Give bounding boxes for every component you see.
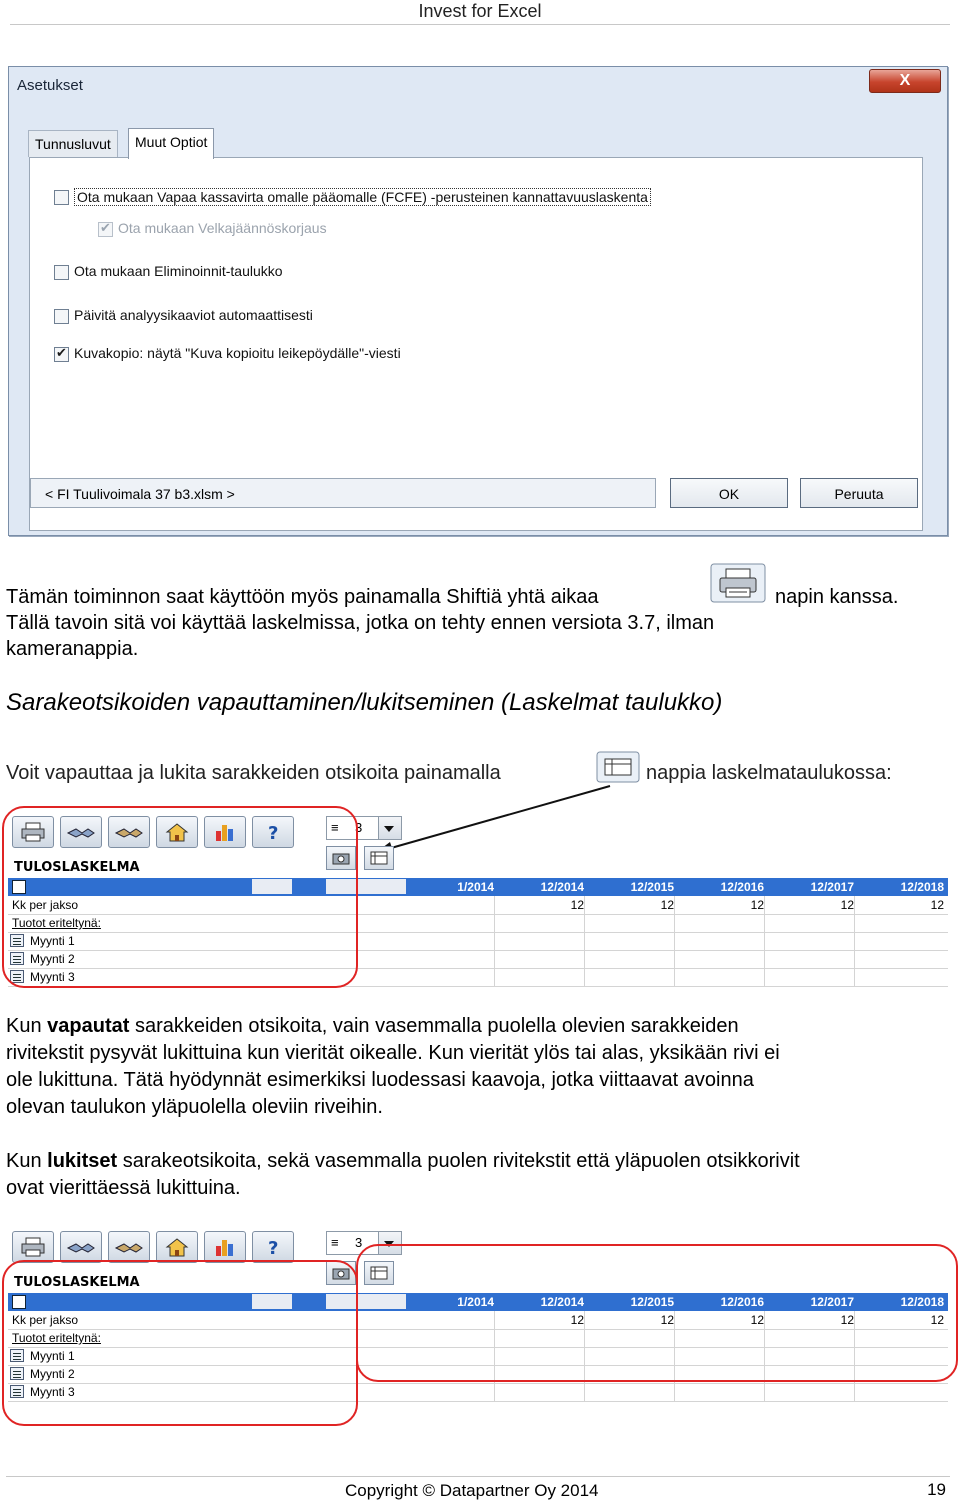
paragraph-text: Tällä tavoin sitä voi käyttää laskelmissa, jotka on tehty ennen versiota 3.7, ilman — [6, 612, 715, 634]
sheet-title: TULOSLASKELMA — [14, 1275, 140, 1290]
year-header: 1/2014 — [457, 880, 494, 894]
paragraph-text: ovat vierittäessä lukittuina. — [6, 1177, 241, 1199]
option-label: Kuvakopio: näytä "Kuva kopioitu leikepöydälle"-viesti — [74, 345, 401, 361]
chart-icon[interactable] — [204, 1231, 246, 1263]
svg-text:?: ? — [268, 823, 279, 843]
year-header: 1/2014 — [457, 1295, 494, 1309]
option-label: Ota mukaan Vapaa kassavirta omalle pääomalle (FCFE) -perusteinen kannattavuuslaskenta — [74, 188, 651, 206]
grid-line — [854, 896, 855, 986]
home-icon[interactable] — [156, 1231, 198, 1263]
paragraph-text: Tämän toiminnon saat käyttöön myös painamalla Shiftiä yhtä aikaa — [6, 586, 599, 608]
paragraph-text: rivitekstit pysyvät lukittuina kun vierität oikealle. Kun vierität ylös tai alas, yksikään rivi ei — [6, 1042, 780, 1064]
grid-line — [584, 896, 585, 986]
page-number: 19 — [927, 1480, 946, 1499]
paragraph-text: ole lukittuna. Tätä hyödynnät esimerkiksi luodessasi kaavoja, jotka viittaavat avoinna — [6, 1069, 754, 1091]
row-label: Myynti 2 — [30, 952, 75, 966]
handshake-icon[interactable] — [60, 1231, 102, 1263]
paragraph-shift — [6, 584, 599, 611]
dialog-panel — [29, 157, 923, 531]
svg-text:?: ? — [268, 1238, 279, 1258]
year-header: 12/2018 — [900, 1295, 944, 1309]
year-header: 12/2017 — [810, 880, 854, 894]
checkbox — [98, 222, 113, 237]
row-label: Myynti 3 — [30, 970, 75, 984]
row-label: Myynti 2 — [30, 1367, 75, 1381]
row-label: Tuotot eriteltynä: — [12, 916, 101, 930]
cell-value: 12 — [930, 898, 944, 912]
checkbox[interactable] — [54, 347, 69, 362]
paragraph-text: Voit vapauttaa ja lukita sarakkeiden otsikoita painamalla — [6, 762, 501, 784]
print-button-icon — [710, 563, 766, 603]
row-label: Tuotot eriteltynä: — [12, 1331, 101, 1345]
tab-tunnusluvut[interactable]: Tunnusluvut — [28, 130, 118, 157]
year-header: 12/2015 — [630, 880, 674, 894]
paragraph-text: Kun — [6, 1150, 48, 1172]
grid-line — [494, 896, 495, 986]
freeze-headers-icon[interactable] — [364, 846, 394, 870]
option-label: Päivitä analyysikaaviot automaattisesti — [74, 307, 313, 323]
row-label: Myynti 1 — [30, 1349, 75, 1363]
paragraph-text: kameranappia. — [6, 638, 139, 660]
emphasis: lukitset — [47, 1150, 118, 1172]
row-label: Myynti 3 — [30, 1385, 75, 1399]
handshake-alt-icon[interactable] — [108, 1231, 150, 1263]
paragraph-unlock — [6, 1013, 739, 1040]
copyright: Copyright © Datapartner Oy 2014 — [345, 1481, 599, 1500]
row-label: Myynti 1 — [30, 934, 75, 948]
paragraph-lock — [6, 1148, 800, 1175]
highlight-ring-left — [2, 1260, 358, 1426]
year-header: 12/2014 — [540, 880, 584, 894]
year-header: 12/2017 — [810, 1295, 854, 1309]
cell-value: 12 — [570, 1313, 584, 1327]
checkbox[interactable] — [54, 309, 69, 324]
grid-line — [674, 896, 675, 986]
option-label: Ota mukaan Eliminoinnit-taulukko — [74, 263, 283, 279]
help-icon[interactable] — [252, 1231, 294, 1263]
cell-value: 12 — [570, 898, 584, 912]
year-header: 12/2018 — [900, 880, 944, 894]
cell-value: 12 — [750, 1313, 764, 1327]
file-status: < FI Tuulivoimala 37 b3.xlsm > — [30, 478, 656, 508]
sort-icon: ≡ — [331, 820, 339, 835]
paragraph-text: napin kanssa. — [775, 586, 899, 608]
sheet-title: TULOSLASKELMA — [14, 860, 140, 875]
year-header: 12/2014 — [540, 1295, 584, 1309]
year-header: 12/2016 — [720, 1295, 764, 1309]
section-heading: Sarakeotsikoiden vapauttaminen/lukitseminen (Laskelmat taulukko) — [6, 689, 723, 716]
highlight-ring — [2, 806, 358, 988]
cancel-button[interactable]: Peruuta — [800, 478, 918, 508]
tab-muut-optiot[interactable]: Muut Optiot — [128, 128, 214, 159]
freeze-headers-button-icon — [596, 751, 640, 783]
ok-button[interactable]: OK — [670, 478, 788, 508]
combo-value: 3 — [355, 1235, 363, 1250]
paragraph-text: olevan taulukon yläpuolella oleviin riveihin. — [6, 1096, 383, 1118]
checkbox[interactable] — [54, 190, 69, 205]
combo-value: 3 — [355, 820, 363, 835]
chevron-down-icon[interactable] — [378, 817, 401, 839]
sort-icon: ≡ — [331, 1235, 339, 1250]
row-label: Kk per jakso — [12, 1313, 79, 1327]
checkbox[interactable] — [54, 265, 69, 280]
cell-value: 12 — [840, 1313, 854, 1327]
grid-line — [764, 896, 765, 986]
cell-value: 12 — [930, 1313, 944, 1327]
option-label: Ota mukaan Velkajäännöskorjaus — [118, 220, 327, 236]
cell-value: 12 — [750, 898, 764, 912]
footer-divider — [6, 1476, 950, 1477]
emphasis: vapautat — [47, 1015, 130, 1037]
paragraph-text: sarakeotsikoita, sekä vasemmalla puolen rivitekstit että yläpuolen otsikkorivit — [117, 1150, 800, 1172]
print-icon[interactable] — [12, 1231, 54, 1263]
year-header: 12/2015 — [630, 1295, 674, 1309]
row-label: Kk per jakso — [12, 898, 79, 912]
paragraph-text: nappia laskelmataulukossa: — [646, 762, 892, 784]
cell-value: 12 — [840, 898, 854, 912]
highlight-ring-right — [356, 1244, 958, 1382]
cell-value: 12 — [660, 1313, 674, 1327]
paragraph-text: Kun — [6, 1015, 48, 1037]
close-button[interactable]: X — [869, 69, 941, 93]
page-header: Invest for Excel — [418, 1, 542, 21]
paragraph-text: sarakkeiden otsikoita, vain vasemmalla puolella olevien sarakkeiden — [129, 1015, 739, 1037]
dialog-title: Asetukset — [17, 77, 83, 94]
header-divider — [10, 24, 950, 25]
year-header: 12/2016 — [720, 880, 764, 894]
cell-value: 12 — [660, 898, 674, 912]
